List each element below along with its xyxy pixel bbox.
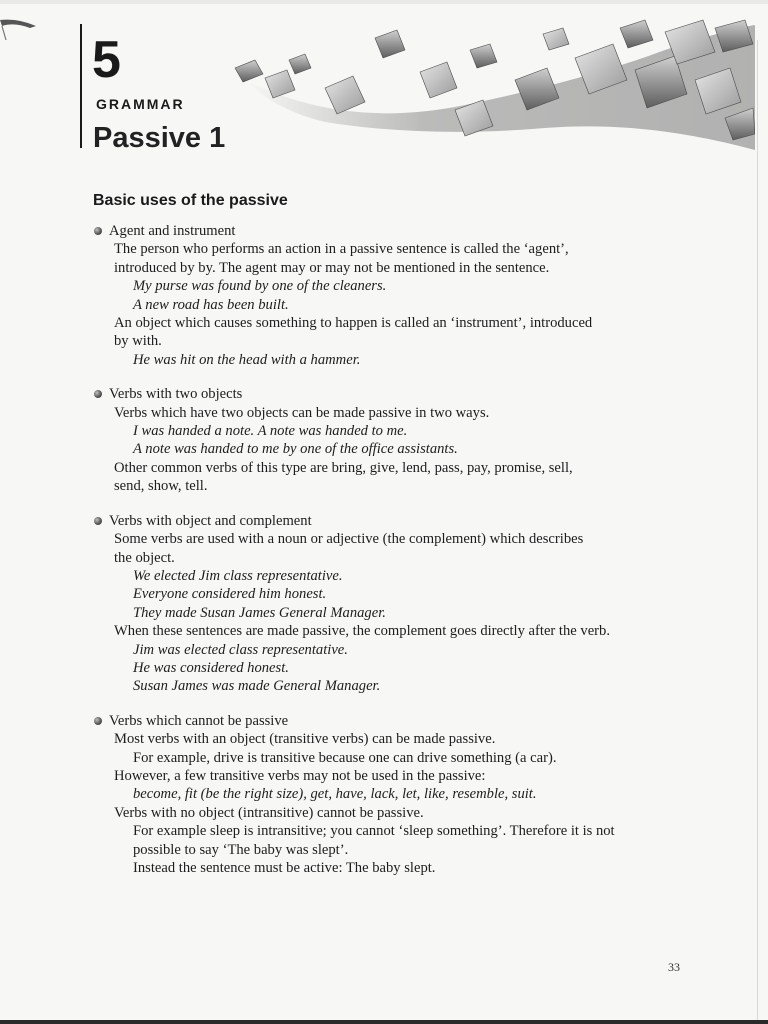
body-line: Most verbs with an object (transitive verbs) can be made passive. (114, 731, 496, 748)
body-line: Instead the sentence must be active: The baby slept. (133, 860, 436, 876)
body-line: introduced by by. The agent may or may not be mentioned in the sentence. (114, 259, 550, 276)
page-number: 33 (668, 960, 680, 974)
example-line: A note was handed to me by one of the office assistants. (133, 441, 458, 458)
example-line: He was hit on the head with a hammer. (133, 351, 361, 368)
bullet-title-text: Agent and instrument (109, 223, 236, 239)
page-top-edge (0, 0, 768, 4)
bullet-icon (94, 717, 102, 725)
body-line: For example, drive is transitive because one can drive something (a car). (133, 749, 557, 766)
body-line: by with. (114, 333, 162, 350)
example-line: He was considered honest. (133, 659, 289, 676)
body-line: Verbs with no object (intransitive) cannot be passive. (114, 804, 424, 821)
bullet-title-text: Verbs with object and complement (109, 512, 312, 529)
bullet-title (93, 222, 693, 240)
page-bottom-edge (0, 1020, 768, 1024)
body-line: However, a few transitive verbs may not be used in the passive: (114, 767, 486, 784)
bullet-agent-instrument (93, 222, 693, 369)
bullet-object-complement (93, 512, 693, 696)
body-line: Some verbs are used with a noun or adjective (the complement) which describes (114, 531, 584, 548)
body-line: possible to say ‘The baby was slept’. (133, 841, 349, 858)
example-line: I was handed a note. A note was handed to me. (133, 423, 408, 440)
bullet-title (93, 385, 693, 403)
body-line: Verbs which have two objects can be made passive in two ways. (114, 404, 490, 421)
bullet-title (93, 512, 693, 530)
body-line: For example sleep is intransitive; you cannot ‘sleep something’. Therefore it is not (133, 823, 615, 840)
bullet-cannot-be-passive (93, 712, 693, 878)
bullet-title (93, 712, 693, 730)
unit-title: Passive 1 (93, 122, 226, 154)
bullet-two-objects (93, 385, 693, 495)
body-line: the object. (114, 549, 175, 566)
example-line: We elected Jim class representative. (133, 567, 343, 584)
page-curl-corner (0, 14, 40, 44)
example-line: My purse was found by one of the cleaners. (133, 278, 387, 295)
section-label: GRAMMAR (96, 96, 185, 112)
example-line: Susan James was made General Manager. (133, 678, 381, 695)
body-line: Other common verbs of this type are bring, give, lend, pass, pay, promise, sell, (114, 459, 573, 476)
example-line: Jim was elected class representative. (133, 641, 348, 658)
chapter-rule (80, 24, 82, 148)
section-subheading: Basic uses of the passive (93, 192, 288, 209)
example-line: Everyone considered him honest. (133, 586, 327, 603)
example-line: A new road has been built. (133, 296, 289, 313)
page-right-edge (757, 40, 758, 1020)
chapter-number: 5 (92, 31, 121, 89)
example-line: become, fit (be the right size), get, have, lack, let, like, resemble, suit. (133, 786, 537, 803)
bullet-title-text: Verbs which cannot be passive (109, 712, 289, 729)
bullet-icon (94, 227, 102, 235)
bullet-title-text: Verbs with two objects (109, 386, 243, 403)
body-line: When these sentences are made passive, the complement goes directly after the verb. (114, 623, 610, 640)
body-line: An object which causes something to happen is called an ‘instrument’, introduced (114, 315, 593, 332)
example-line: They made Susan James General Manager. (133, 604, 386, 621)
bullet-icon (94, 517, 102, 525)
body-line: send, show, tell. (114, 478, 208, 495)
body-line: The person who performs an action in a passive sentence is called the ‘agent’, (114, 241, 569, 258)
bullet-icon (94, 390, 102, 398)
content (93, 190, 693, 893)
decorative-cubes-banner (225, 10, 755, 150)
